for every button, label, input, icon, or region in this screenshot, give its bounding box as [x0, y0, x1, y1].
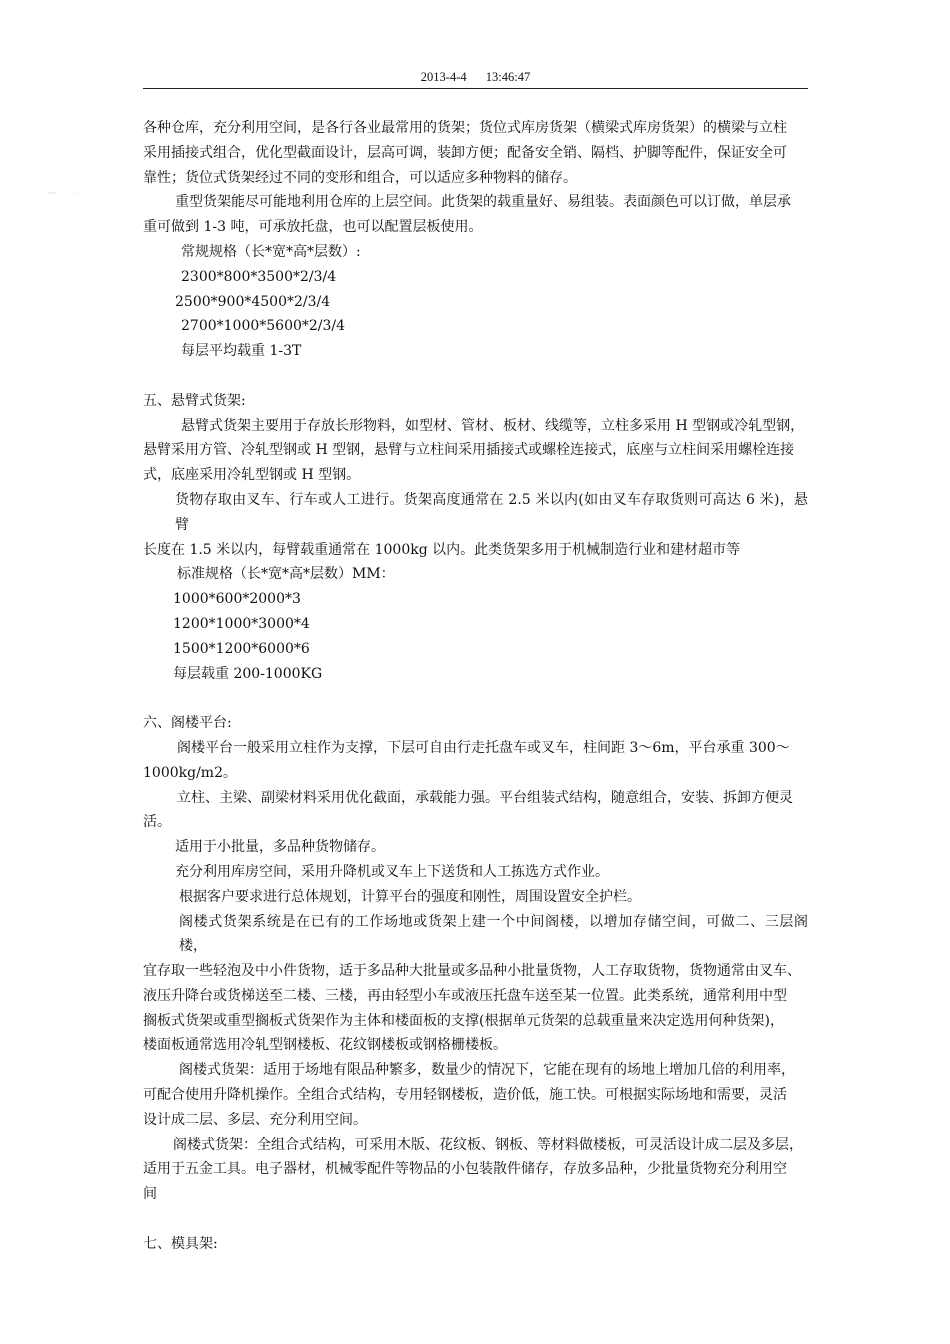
text-line: 靠性；货位式货架经过不同的变形和组合，可以适应多种物料的储存。 [143, 169, 577, 186]
text-line: 1500*1200*6000*6 [173, 640, 310, 657]
text-line: 悬臂采用方管、冷轧型钢或 H 型钢，悬臂与立柱间采用插接式或螺栓连接式，底座与立柱间采用螺栓连接 [143, 442, 795, 459]
text-line: 1200*1000*3000*4 [173, 615, 310, 632]
text-line: 1000*600*2000*3 [173, 591, 301, 608]
text-line: 间 [143, 1186, 157, 1203]
text-line: 根据客户要求进行总体规划，计算平台的强度和刚性，周围设置安全护栏。 [179, 888, 641, 905]
text-line: 适用于五金工具。电子器材，机械零配件等物品的小包装散件储存，存放多品种，少批量货物充分利用空 [143, 1161, 787, 1178]
text-line: 每层平均载重 1-3T [181, 343, 302, 360]
text-line: 采用插接式组合，优化型截面设计，层高可调，装卸方便；配备安全销、隔档、护脚等配件，保证安全可 [143, 144, 787, 161]
text-line: 充分利用库房空间，采用升降机或叉车上下送货和人工拣选方式作业。 [175, 863, 609, 880]
text-line: 宜存取一些轻泡及中小件货物，适于多品种大批量或多品种小批量货物，人工存取货物，货物通常由叉车、 [143, 963, 801, 980]
text-line: 2700*1000*5600*2/3/4 [181, 318, 346, 335]
text-line: 五、悬臂式货架: [143, 392, 246, 409]
header-date: 2013-4-4 [420, 70, 467, 84]
text-line: 式，底座采用冷轧型钢或 H 型钢。 [143, 467, 361, 484]
text-line: 常规规格（长*宽*高*层数）: [181, 243, 361, 260]
page-header [143, 70, 808, 89]
text-line: 阁楼式货架：全组合式结构，可采用木版、花纹板、钢板、等材料做楼板，可灵活设计成二层及多层， [173, 1136, 803, 1153]
header-time: 13:46:47 [485, 70, 531, 84]
text-line: 长度在 1.5 米以内，每臂载重通常在 1000kg 以内。此类货架多用于机械制造行业和建材超市等 [143, 541, 741, 558]
text-line: 六、阁楼平台: [143, 715, 232, 732]
text-line: 标准规格（长*宽*高*层数）MM： [177, 566, 395, 583]
text-line: 每层载重 200-1000KG [173, 665, 323, 682]
text-line: 各种仓库，充分利用空间，是各行各业最常用的货架；货位式库房货架（横梁式库房货架）的横梁与立柱 [143, 120, 787, 136]
text-line: 阁楼平台一般采用立柱作为支撑，下层可自由行走托盘车或叉车，柱间距 3～6m，平台承重 300～ [177, 739, 790, 756]
text-line: 设计成二层、多层、充分利用空间。 [143, 1111, 367, 1128]
text-line: 1000kg/m2。 [143, 764, 237, 781]
text-line: 阁楼式货架系统是在已有的工作场地或货架上建一个中间阁楼，以增加存储空间，可做二、三层阁楼， [179, 913, 808, 955]
text-line: 2500*900*4500*2/3/4 [175, 293, 331, 310]
text-line: 立柱、主梁、副梁材料采用优化截面，承载能力强。平台组装式结构，随意组合，安装、拆卸方便灵 [177, 789, 793, 806]
text-line: 搁板式货架或重型搁板式货架作为主体和楼面板的支撑(根据单元货架的总载重量来决定选用何种货架)， [143, 1012, 784, 1029]
text-line: 可配合使用升降机操作。全组合式结构，专用轻钢楼板，造价低，施工快。可根据实际场地和需要，灵活 [143, 1087, 787, 1104]
text-line [143, 686, 808, 711]
text-line: 阁楼式货架：适用于场地有限品种繁多，数量少的情况下，它能在现有的场地上增加几倍的利用率， [179, 1062, 795, 1079]
text-line: 重可做到 1-3 吨，可承放托盘，也可以配置层板使用。 [143, 219, 483, 236]
text-line: 悬臂式货架主要用于存放长形物料，如型材、管材、板材、线缆等，立柱多采用 H 型钢或冷轧型钢， [181, 417, 805, 434]
text-line: 2300*800*3500*2/3/4 [181, 268, 337, 285]
text-line: 液压升降台或货梯送至二楼、三楼，再由轻型小车或液压托盘车送至某一位置。此类系统，通常利用中型 [143, 987, 787, 1004]
document-body [143, 116, 808, 1257]
text-line [143, 1207, 808, 1232]
text-line: 楼面板通常选用冷轧型钢楼板、花纹钢楼板或钢格栅楼板。 [143, 1037, 507, 1054]
text-line: 活。 [143, 814, 171, 831]
text-line: 适用于小批量，多品种货物储存。 [175, 839, 385, 856]
text-line: 货物存取由叉车、行车或人工进行。货架高度通常在 2.5 米以内(如由叉车存取货则可高达 6 米)，悬臂 [175, 491, 808, 533]
text-line: 重型货架能尽可能地利用仓库的上层空间。此货架的载重量好、易组装。表面颜色可以订做，单层承 [175, 194, 791, 211]
side-mark: ᴵᴺᴮ ˙˙˙ ˙˙˙˙ [48, 191, 82, 196]
text-line: 七、模具架: [143, 1235, 218, 1252]
text-line [143, 364, 808, 389]
